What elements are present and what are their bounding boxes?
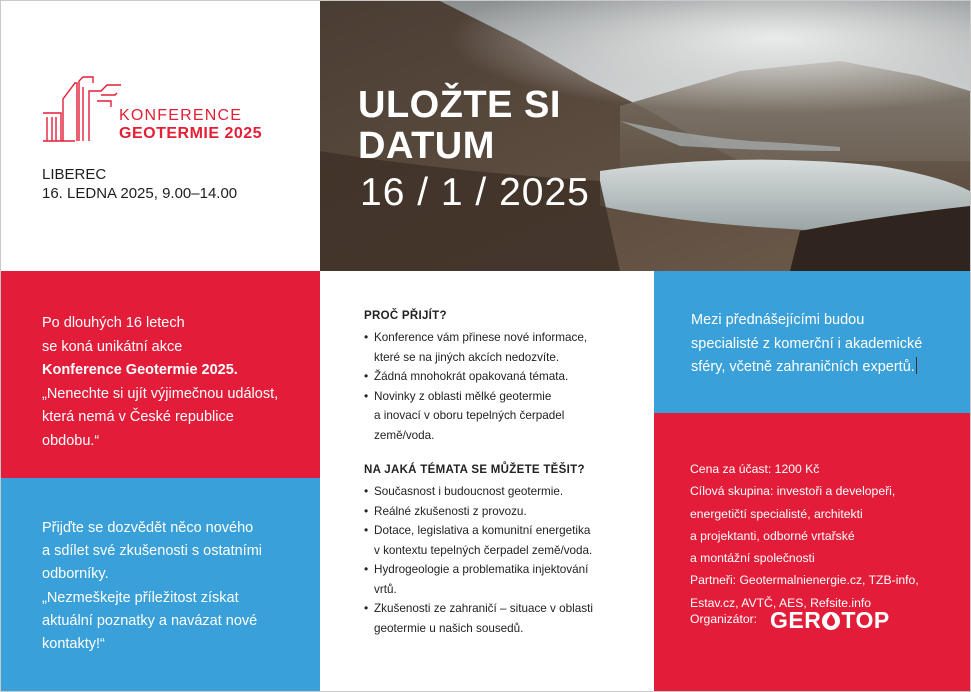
hero-title-line1: ULOŽTE SI: [358, 84, 561, 126]
partners-line: Partneři: Geotermalnienergie.cz, TZB-info,: [690, 573, 919, 588]
partners-line: Estav.cz, AVTČ, AES, Refsite.info: [690, 595, 872, 610]
intro-text: [42, 312, 312, 453]
list-item: • Reálné zkušenosti z provozu.: [364, 502, 644, 522]
event-city: LIBEREC: [42, 166, 107, 183]
speakers-text: [691, 309, 961, 380]
list-item: • Žádná mnohokrát opakovaná témata.: [364, 367, 644, 387]
speakers-line: specialisté z komerční i akademické: [691, 335, 923, 352]
invite-blue-panel: [1, 478, 320, 691]
intro-line: Po dlouhých 16 letech: [42, 315, 185, 331]
list-item: • Dotace, legislativa a komunitní energetika v kontextu tepelných čerpadel země/voda.: [364, 521, 644, 560]
why-list: [364, 328, 644, 445]
speakers-line: Mezi přednášejícími budou: [691, 312, 865, 328]
target-line: energetičtí specialisté, architekti: [690, 506, 863, 521]
why-section: [364, 310, 644, 445]
target-line: Cílová skupina: investoři a developeři,: [690, 484, 896, 499]
intro-line: která nemá v České republice: [42, 409, 234, 425]
invite-text: [42, 517, 312, 656]
logo-line-geotermie: GEOTERMIE 2025: [119, 125, 263, 142]
conference-logo: [41, 73, 291, 143]
text-cursor: [916, 357, 917, 374]
speakers-line: sféry, včetně zahraničních expertů.: [691, 359, 915, 375]
invite-line: a sdílet své zkušenosti s ostatními: [42, 543, 263, 560]
intro-line-bold: Konference Geotermie 2025.: [42, 362, 238, 378]
hero-title-line2: DATUM: [358, 125, 495, 167]
gerotop-logo-left: GER: [770, 607, 822, 633]
target-line: a montážní společnosti: [690, 551, 815, 566]
hero-date: 16 / 1 / 2025: [360, 171, 590, 214]
intro-line: obdobu.“: [42, 432, 100, 449]
info-text: [690, 458, 960, 614]
building-outline-icon: [41, 73, 121, 143]
program-panel: [320, 271, 654, 691]
why-heading: PROČ PŘIJÍT?: [364, 310, 447, 322]
hero-title: [358, 85, 561, 167]
intro-line: „Nenechte si ujít výjimečnou událost,: [42, 385, 279, 402]
organizer-label: Organizátor:: [690, 612, 758, 626]
speakers-blue-panel: [654, 271, 970, 413]
invite-line: kontakty!“: [42, 636, 105, 653]
intro-line: se koná unikátní akce: [42, 338, 183, 355]
list-item: • Současnost i budoucnost geotermie.: [364, 482, 644, 502]
list-item: • Zkušenosti ze zahraničí – situace v oblasti geotermie u našich sousedů.: [364, 599, 644, 638]
topics-heading: NA JAKÁ TÉMATA SE MŮŽETE TĚŠIT?: [364, 464, 585, 476]
invite-line: „Nezmeškejte příležitost získat: [42, 589, 239, 606]
topics-section: [364, 464, 644, 638]
topics-list: [364, 482, 644, 638]
event-place-date: [42, 165, 237, 203]
list-item: • Hydrogeologie a problematika injektování vrtů.: [364, 560, 644, 599]
gerotop-logo-right: TOP: [841, 607, 890, 633]
event-date-time: 16. LEDNA 2025, 9.00–14.00: [42, 185, 238, 202]
list-item: • Novinky z oblasti mělké geotermie a inovací v oboru tepelných čerpadel země/voda.: [364, 387, 644, 446]
info-red-panel: [654, 413, 970, 691]
price-line: Cena za účast: 1200 Kč: [690, 462, 820, 476]
hero-landscape-image: [320, 1, 970, 271]
water-drop-icon: [821, 609, 841, 631]
list-item: • Konference vám přinese nové informace, které se na jiných akcích nedozvíte.: [364, 328, 644, 367]
intro-red-panel: [1, 271, 320, 478]
invite-line: Přijďte se dozvědět něco nového: [42, 520, 254, 536]
logo-line-konference: KONFERENCE: [119, 107, 243, 124]
invite-line: aktuální poznatky a navázat nové: [42, 612, 258, 629]
header-panel: [1, 1, 320, 271]
target-line: a projektanti, odborné vrtařské: [690, 528, 855, 543]
gerotop-logo: [770, 607, 890, 633]
invite-line: odborníky.: [42, 566, 109, 583]
